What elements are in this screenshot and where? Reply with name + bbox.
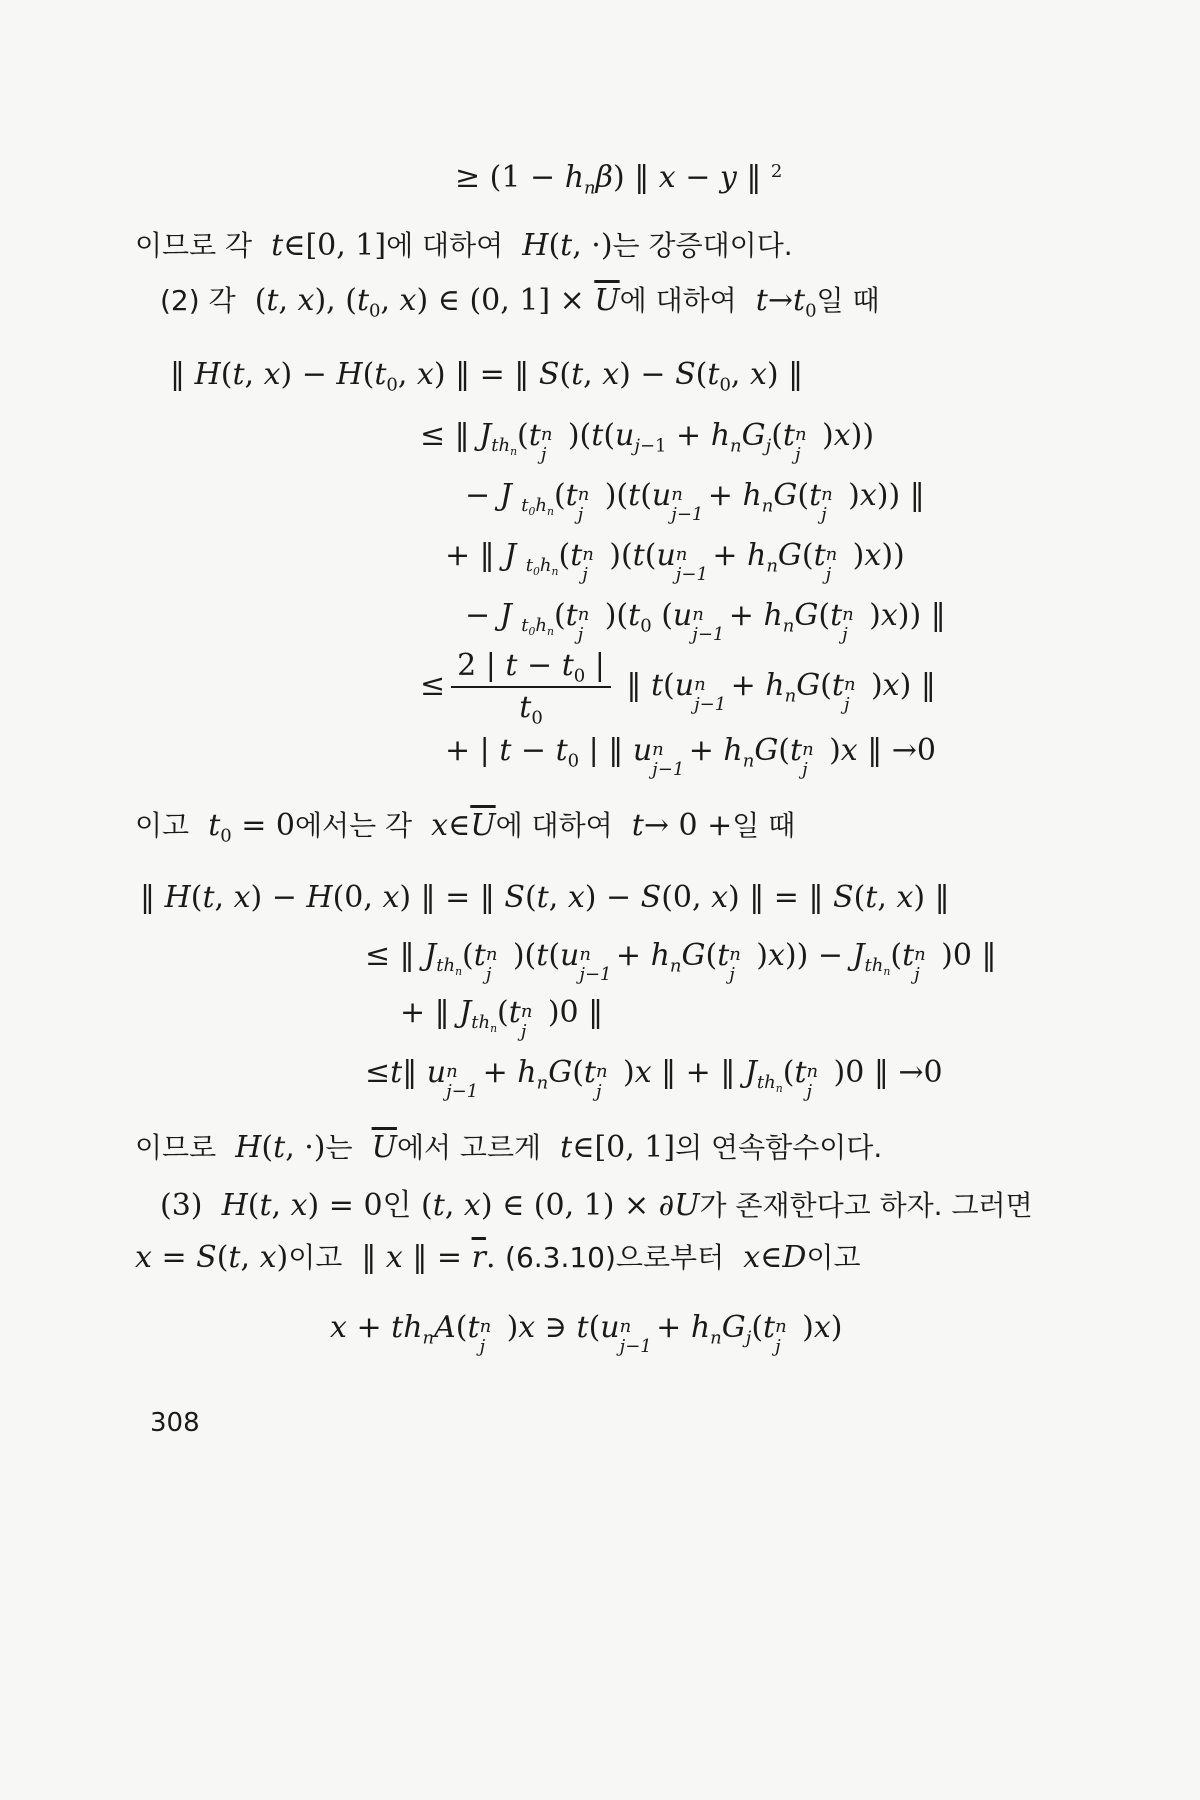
text-when-2: 일 때: [732, 809, 796, 842]
text-item3: (3): [160, 1188, 203, 1223]
equation-line-4: − J $_{t_0h_n}$(t n j )(t(u n j−1 + $h_nG(t$ n j )x)) ‖: [465, 478, 925, 525]
text-conclude-cont: 이므로: [135, 1131, 217, 1164]
text-for-each-2: 에 대하여: [619, 284, 737, 317]
text-line-strongly-increasing: 이므로 각 t∈[0, 1]에 대하여 H(t, ·)는 강증대이다.: [135, 228, 793, 263]
text-uniformly: 에서 고르게: [396, 1131, 542, 1164]
text-for-each-3: 에 대하여: [495, 809, 613, 842]
equation-line-2: ‖ H(t, $x) - H(t_0$, x) ‖ = ‖ S(t, $x) - S(t_0$, x) ‖: [170, 357, 804, 396]
equation-line-10: ≤ ‖ $J_{th_n}(t$ n j )(t(u n j−1 + $h_nG(t$ n j )$x)) - J_{th_n}(t$ n j )0 ‖: [365, 938, 997, 985]
equation-line-5: + ‖ J $_{t_0h_n}$(t n j )(t(u n j−1 + $h_nG(t$ n j )x)): [445, 538, 905, 585]
equation-line-6: − J $_{t_0h_n}$(t n j )($t_0$ (u n j−1 + $h_nG(t$ n j )x)) ‖: [465, 598, 946, 645]
equation-line-11: + ‖ $J_{th_n}(t$ n j )0 ‖: [400, 995, 604, 1042]
text-when: 일 때: [816, 284, 880, 317]
text-from-ref: (6.3.10)으로부터: [505, 1241, 725, 1274]
text-line-at-zero: 이고 $t_0 = 0$에서는 각 $x\in\overline{U}$에 대하여 t→ 0 +일 때: [135, 808, 796, 847]
text-item2: (2) 각: [160, 284, 236, 317]
text-and-also: 이고: [288, 1241, 343, 1274]
equation-line-9: ‖ H(t, x) − H(0, x) ‖ = ‖ S(t, x) − S(0, x) ‖ = ‖ S(t, x) ‖: [140, 880, 950, 915]
equation-line-3: ≤ ‖ $J_{th_n}(t$ n j )($t(u_{j-1} + h_nG_j(t$ n j )x)): [420, 418, 875, 465]
text-is: 는: [325, 1131, 353, 1164]
text-continuous: 의 연속함수이다.: [675, 1131, 883, 1164]
text-line-item-2: (2) 각 (t, x), ($t_0$, x) ∈ (0, $1] \times \overline{U}$에 대하여 $t\to t_0$일 때: [160, 283, 880, 322]
equation-line-1: ≥ $(1 - h_n\beta)$ ‖ x − y ‖ $^2$: [455, 160, 783, 199]
equation-line-12: ≤t‖ u n j−1 + $h_nG(t$ n j )x ‖ + ‖ $J_{th_n}(t$ n j )0 ‖ →0: [365, 1055, 943, 1102]
text-suppose: 가 존재한다고 하자. 그러면: [699, 1189, 1033, 1222]
text-line-consequence: x = S(t, x)이고 ‖ x ‖ = $\overline{r}$. (6.3.10)으로부터 x∈D이고: [135, 1240, 861, 1275]
text-line-continuity: 이므로 H(t, ·)는 $\overline{U}$에서 고르게 t∈[0, 1]의 연속함수이다.: [135, 1130, 883, 1165]
text-for-each: 에 대하여: [386, 229, 504, 262]
fraction: $\frac{2 | t - t_0 |}{t_0}$: [451, 648, 611, 726]
text-and: 이고: [135, 809, 190, 842]
equation-line-13: $x + th_nA(t$ n j )x ∋ t(u n j−1 + $h_nG_j(t$ n j )x): [330, 1310, 843, 1357]
text-and-end: 이고: [806, 1241, 861, 1274]
text-line-item-3: (3) H(t, x) = 0인 (t, x) ∈ (0, 1) × ∂U가 존재한다고 하자. 그러면: [160, 1188, 1033, 1223]
page-number: 308: [150, 1408, 200, 1438]
text-conclude-strong: 이므로 각: [135, 229, 253, 262]
text-at-zero: 에서는 각: [295, 809, 413, 842]
equation-line-8: + | $t - t_0$ | ‖ u n j−1 + $h_nG(t$ n j )x ‖ →0: [445, 733, 936, 780]
text-strongly-increasing: 는 강증대이다.: [612, 229, 793, 262]
equation-line-7: ≤ $\frac{2 | t - t_0 |}{t_0}$ ‖ t(u n j−1 + $h_nG(t$ n j )x) ‖: [420, 648, 936, 729]
